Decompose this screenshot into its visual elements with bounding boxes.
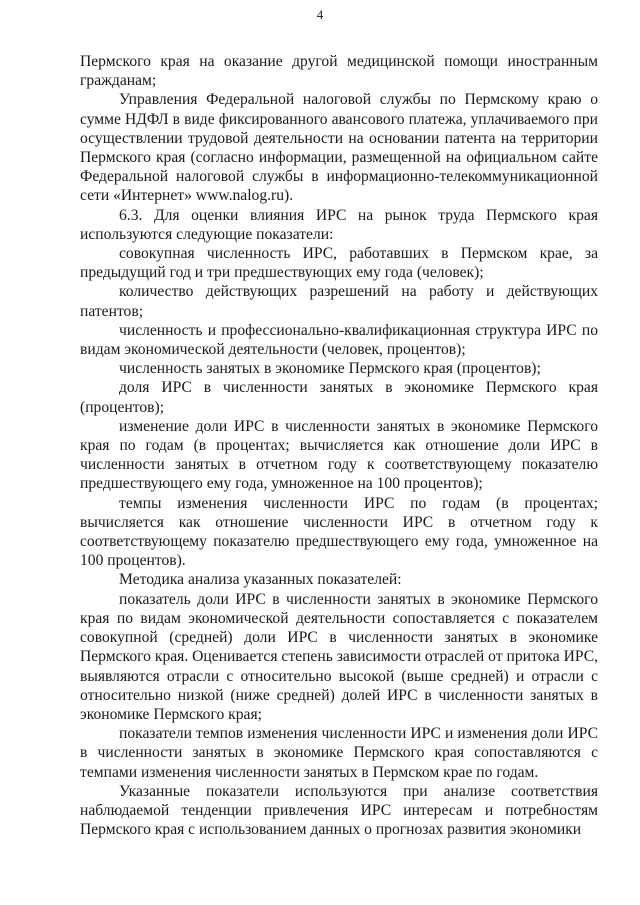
paragraph: 6.3. Для оценки влияния ИРС на рынок труда Пермского края используются следующие показатели: xyxy=(80,206,598,243)
list-item: количество действующих разрешений на работу и действующих патентов; xyxy=(80,283,598,320)
list-item: численность и профессионально-квалификационная структура ИРС по видам экономической деятельности (человек, процентов); xyxy=(80,321,598,359)
paragraph: Пермского края на оказание другой медицинской помощи иностранным гражданам; xyxy=(80,53,598,90)
list-item: показатели темпов изменения численности ИРС и изменения доли ИРС в численности занятых в экономике Пермского края сопоставляются с темпами изменения численности занятых в Пермском крае по годам. xyxy=(80,725,598,781)
paragraph: Управления Федеральной налоговой службы по Пермскому краю о сумме НДФЛ в виде фиксированного авансового платежа, уплачиваемого при осуществлении трудовой деятельности на основании патента на территории Пермского края (согласно информации, размещенной на официальном сайте Федеральной налоговой службы в информационно-телекоммуникационной сети «Интернет» www.nalog.ru). xyxy=(80,91,598,205)
document-body xyxy=(80,52,598,839)
list-item: изменение доли ИРС в численности занятых в экономике Пермского края по годам (в процентах; вычисляется как отношение доли ИРС в численности занятых в отчетном году к соответствующему показателю предшествующего ему года, умноженное на 100 процентов); xyxy=(80,417,598,493)
paragraph: Указанные показатели используются при анализе соответствия наблюдаемой тенденции привлечения ИРС интересам и потребностям Пермского края с использованием данных о прогнозах развития экономики xyxy=(80,782,598,839)
page-number: 4 xyxy=(316,7,324,22)
list-item: показатель доли ИРС в численности занятых в экономике Пермского края по видам экономической деятельности сопоставляется с показателем совокупной (средней) доли ИРС в численности занятых в экономике Пермского края. Оценивается степень зависимости отраслей от притока ИРС, выявляются отрасли с относительно высокой (выше средней) и отрасли с относительно низкой (ниже средней) долей ИРС в численности занятых в экономике Пермского края; xyxy=(80,590,598,723)
list-item: темпы изменения численности ИРС по годам (в процентах; вычисляется как отношение численности ИРС в отчетном году к соответствующему показателю предшествующего ему года, умноженное на 100 процентов). xyxy=(80,494,598,570)
list-item: численность занятых в экономике Пермского края (процентов); xyxy=(119,360,541,378)
list-item: совокупная численность ИРС, работавших в Пермском крае, за предыдущий год и три предшествующих ему года (человек); xyxy=(80,245,598,282)
list-item: доля ИРС в численности занятых в экономике Пермского края (процентов); xyxy=(80,379,598,416)
paragraph: Методика анализа указанных показателей: xyxy=(119,571,402,589)
